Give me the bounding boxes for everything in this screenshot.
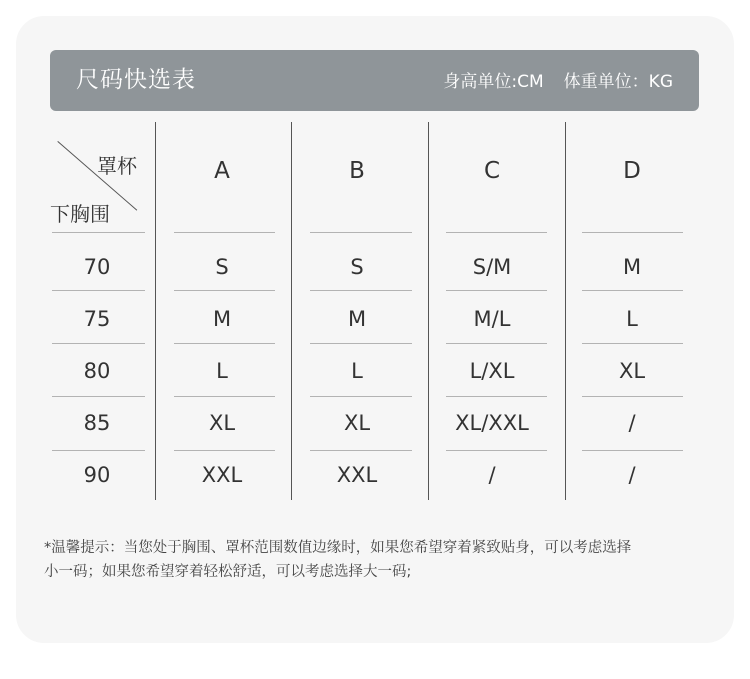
underbust-header-label: 下胸围 xyxy=(50,202,110,226)
underbust-value: 75 xyxy=(83,307,111,331)
row-divider xyxy=(582,450,683,451)
size-cell: L/XL xyxy=(469,359,515,383)
size-cell: XL xyxy=(208,411,236,435)
row-divider xyxy=(446,396,547,397)
row-divider xyxy=(310,232,412,233)
size-cell: / xyxy=(628,463,636,487)
row-divider xyxy=(52,450,145,451)
size-cell: XXL xyxy=(201,463,243,487)
row-divider xyxy=(174,232,275,233)
cup-column-header: A xyxy=(214,158,230,184)
cup-column-header: D xyxy=(623,158,641,184)
row-divider xyxy=(310,450,412,451)
size-cell: M xyxy=(212,307,232,331)
size-cell: L xyxy=(626,307,638,331)
row-divider xyxy=(582,232,683,233)
row-divider xyxy=(446,232,547,233)
column-divider xyxy=(428,122,429,500)
column-divider xyxy=(565,122,566,500)
size-cell: XL xyxy=(618,359,646,383)
size-cell: L xyxy=(351,359,363,383)
size-cell: / xyxy=(488,463,496,487)
size-cell: XL xyxy=(343,411,371,435)
row-divider xyxy=(52,396,145,397)
size-tip-line-1: *温馨提示：当您处于胸围、罩杯范围数值边缘时，如果您希望穿着紧致贴身，可以考虑选择 xyxy=(44,540,632,556)
size-tip-line-2: 小一码；如果您希望穿着轻松舒适，可以考虑选择大一码; xyxy=(44,564,412,580)
size-cell: S/M xyxy=(472,255,512,279)
size-tip-note xyxy=(44,536,704,584)
unit-info xyxy=(443,50,673,114)
size-cell: M/L xyxy=(473,307,511,331)
row-divider xyxy=(174,450,275,451)
size-cell: M xyxy=(622,255,642,279)
underbust-value: 80 xyxy=(83,359,111,383)
row-divider xyxy=(310,290,412,291)
column-divider xyxy=(291,122,292,500)
row-divider xyxy=(174,396,275,397)
cup-column-header: C xyxy=(483,158,501,184)
row-divider xyxy=(174,343,275,344)
underbust-value: 85 xyxy=(83,411,111,435)
column-divider xyxy=(155,122,156,500)
height-unit: 身高单位:CM xyxy=(443,72,544,92)
underbust-value: 90 xyxy=(83,463,111,487)
row-divider xyxy=(310,343,412,344)
row-divider xyxy=(582,290,683,291)
row-divider xyxy=(52,290,145,291)
size-chart-header xyxy=(50,50,699,111)
size-cell: S xyxy=(215,255,229,279)
row-divider xyxy=(446,343,547,344)
size-cell: M xyxy=(347,307,367,331)
row-divider xyxy=(310,396,412,397)
size-cell: XL/XXL xyxy=(455,411,529,435)
row-divider xyxy=(52,232,145,233)
row-divider xyxy=(582,396,683,397)
row-divider xyxy=(446,450,547,451)
row-divider xyxy=(582,343,683,344)
size-cell: L xyxy=(216,359,228,383)
cup-column-header: B xyxy=(349,158,365,184)
row-divider xyxy=(52,343,145,344)
size-cell: XXL xyxy=(336,463,378,487)
size-cell: S xyxy=(350,255,364,279)
row-divider xyxy=(174,290,275,291)
weight-unit: 体重单位：KG xyxy=(563,72,673,92)
size-cell: / xyxy=(628,411,636,435)
cup-header-label: 罩杯 xyxy=(97,154,137,178)
size-chart-title: 尺码快选表 xyxy=(76,67,196,93)
underbust-value: 70 xyxy=(83,255,111,279)
row-divider xyxy=(446,290,547,291)
